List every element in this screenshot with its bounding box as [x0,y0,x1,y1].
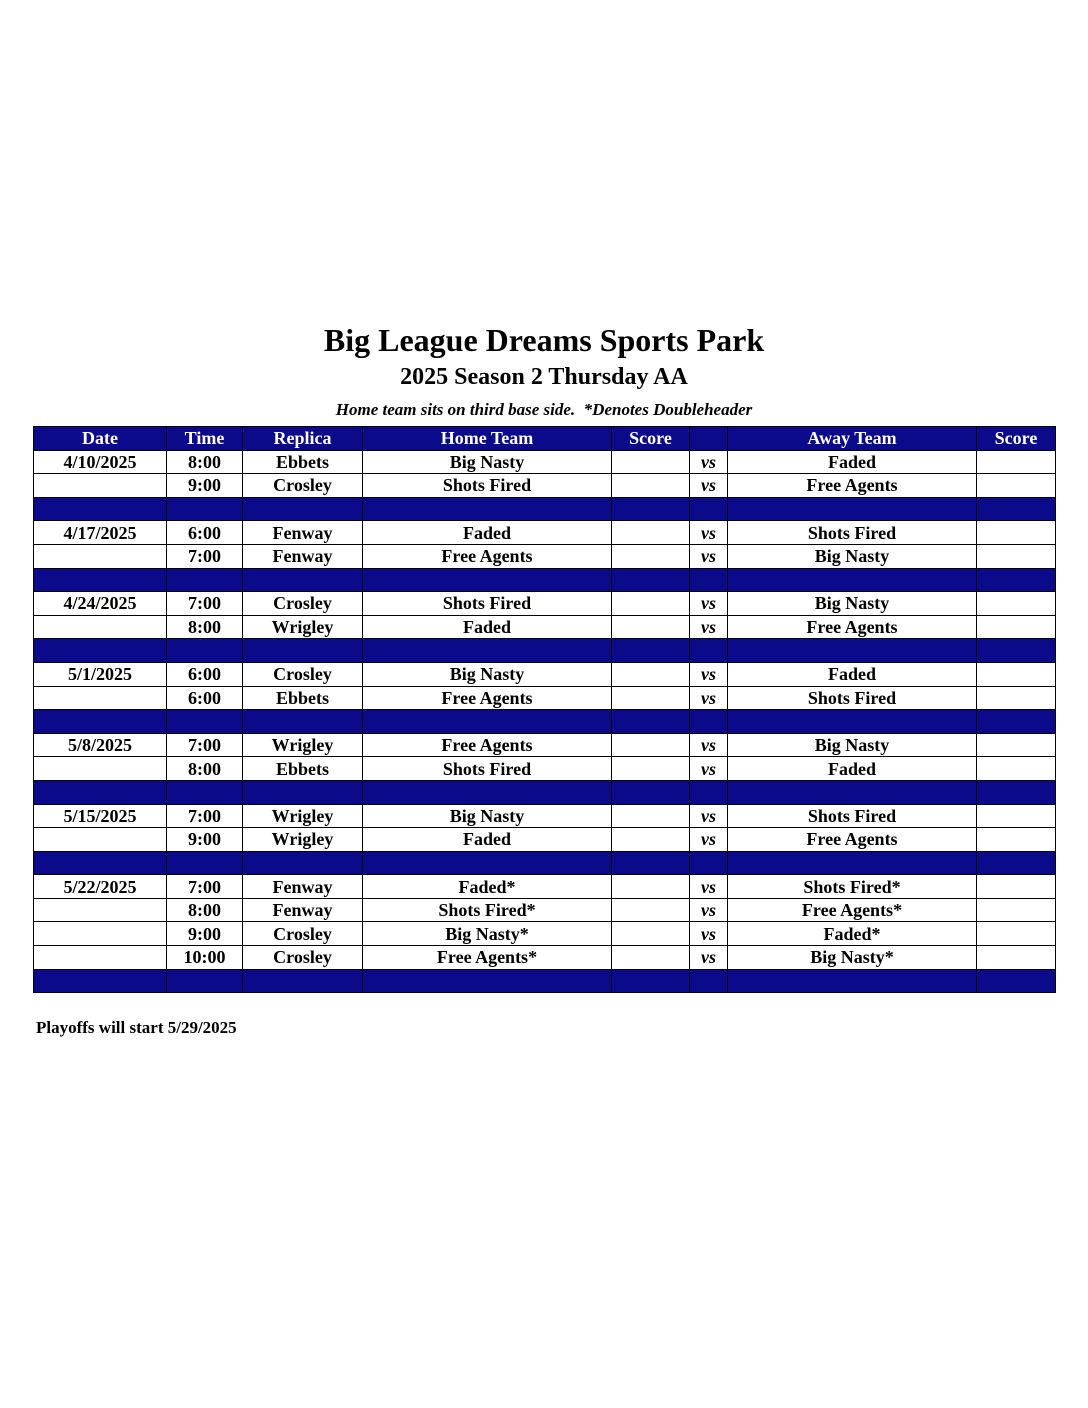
separator-cell [243,969,363,993]
vs-cell: vs [690,733,728,757]
separator-cell [977,639,1056,663]
date-cell: 4/17/2025 [34,521,167,545]
separator-cell [363,710,612,734]
replica-cell: Ebbets [243,450,363,474]
separator-cell [690,639,728,663]
time-cell: 10:00 [167,946,243,970]
away-score-cell [977,450,1056,474]
separator-cell [728,497,977,521]
separator-cell [977,497,1056,521]
separator-cell [167,710,243,734]
table-row [34,733,1056,757]
time-cell: 6:00 [167,521,243,545]
separator-cell [363,639,612,663]
separator-cell [167,568,243,592]
home-score-cell [612,898,690,922]
separator-cell [728,710,977,734]
table-row [34,757,1056,781]
separator-row [34,568,1056,592]
home-team-cell: Shots Fired [363,592,612,616]
home-team-cell: Big Nasty* [363,922,612,946]
home-team-cell: Free Agents* [363,946,612,970]
home-score-cell [612,946,690,970]
separator-cell [243,568,363,592]
vs-cell: vs [690,592,728,616]
table-row [34,804,1056,828]
separator-cell [612,780,690,804]
separator-cell [243,497,363,521]
away-score-cell [977,757,1056,781]
home-team-cell: Faded [363,521,612,545]
replica-cell: Wrigley [243,828,363,852]
column-header-vs [690,427,728,451]
column-header-replica: Replica [243,427,363,451]
time-cell: 8:00 [167,615,243,639]
replica-cell: Wrigley [243,615,363,639]
column-header-away-score: Score [977,427,1056,451]
vs-cell: vs [690,804,728,828]
replica-cell: Ebbets [243,757,363,781]
schedule-body [34,450,1056,993]
separator-cell [690,851,728,875]
away-score-cell [977,521,1056,545]
separator-cell [612,710,690,734]
separator-cell [977,710,1056,734]
separator-row [34,710,1056,734]
replica-cell: Fenway [243,875,363,899]
separator-cell [728,851,977,875]
time-cell: 9:00 [167,922,243,946]
column-header-time: Time [167,427,243,451]
home-score-cell [612,521,690,545]
schedule-table [33,426,1056,993]
vs-cell: vs [690,946,728,970]
home-team-cell: Big Nasty [363,662,612,686]
away-team-cell: Big Nasty [728,544,977,568]
separator-cell [690,497,728,521]
date-cell: 5/1/2025 [34,662,167,686]
away-team-cell: Faded [728,757,977,781]
away-score-cell [977,804,1056,828]
column-header-home-team: Home Team [363,427,612,451]
separator-cell [363,969,612,993]
time-cell: 7:00 [167,804,243,828]
date-cell: 4/10/2025 [34,450,167,474]
home-score-cell [612,733,690,757]
table-header-row [34,427,1056,451]
home-score-cell [612,757,690,781]
separator-cell [363,780,612,804]
separator-cell [34,639,167,663]
vs-cell: vs [690,615,728,639]
table-row [34,450,1056,474]
home-score-cell [612,474,690,498]
date-cell [34,922,167,946]
vs-cell: vs [690,544,728,568]
time-cell: 6:00 [167,662,243,686]
home-team-cell: Big Nasty [363,804,612,828]
vs-cell: vs [690,474,728,498]
away-team-cell: Big Nasty [728,592,977,616]
table-row [34,592,1056,616]
separator-cell [34,710,167,734]
away-score-cell [977,474,1056,498]
separator-cell [690,710,728,734]
separator-cell [363,851,612,875]
replica-cell: Crosley [243,922,363,946]
separator-cell [977,780,1056,804]
separator-cell [34,568,167,592]
away-team-cell: Faded [728,450,977,474]
replica-cell: Crosley [243,946,363,970]
playoffs-note: Playoffs will start 5/29/2025 [36,1018,237,1037]
separator-cell [243,851,363,875]
separator-cell [612,568,690,592]
separator-cell [612,497,690,521]
home-team-cell: Free Agents [363,733,612,757]
away-team-cell: Big Nasty [728,733,977,757]
separator-cell [728,780,977,804]
home-team-cell: Faded [363,615,612,639]
away-score-cell [977,733,1056,757]
time-cell: 8:00 [167,450,243,474]
separator-cell [612,639,690,663]
separator-cell [243,780,363,804]
separator-cell [167,639,243,663]
schedule-note: Home team sits on third base side. *Denotes Doubleheader [335,400,753,419]
separator-cell [363,497,612,521]
time-cell: 7:00 [167,544,243,568]
separator-cell [243,710,363,734]
separator-cell [690,780,728,804]
away-score-cell [977,662,1056,686]
replica-cell: Crosley [243,662,363,686]
table-row [34,521,1056,545]
separator-cell [363,568,612,592]
away-score-cell [977,875,1056,899]
home-score-cell [612,592,690,616]
table-row [34,828,1056,852]
date-cell: 5/8/2025 [34,733,167,757]
separator-row [34,780,1056,804]
separator-cell [728,639,977,663]
away-team-cell: Free Agents [728,474,977,498]
table-row [34,662,1056,686]
separator-cell [690,969,728,993]
vs-cell: vs [690,898,728,922]
replica-cell: Ebbets [243,686,363,710]
vs-cell: vs [690,875,728,899]
separator-cell [977,969,1056,993]
column-header-date: Date [34,427,167,451]
away-team-cell: Free Agents [728,615,977,639]
away-score-cell [977,828,1056,852]
time-cell: 6:00 [167,686,243,710]
home-team-cell: Shots Fired* [363,898,612,922]
time-cell: 7:00 [167,592,243,616]
separator-cell [167,780,243,804]
away-team-cell: Faded* [728,922,977,946]
date-cell [34,544,167,568]
separator-row [34,497,1056,521]
home-team-cell: Faded [363,828,612,852]
replica-cell: Fenway [243,521,363,545]
home-score-cell [612,662,690,686]
date-cell: 4/24/2025 [34,592,167,616]
vs-cell: vs [690,828,728,852]
home-team-cell: Shots Fired [363,474,612,498]
home-score-cell [612,804,690,828]
home-score-cell [612,450,690,474]
home-team-cell: Faded* [363,875,612,899]
vs-cell: vs [690,686,728,710]
table-row [34,615,1056,639]
home-score-cell [612,544,690,568]
date-cell [34,757,167,781]
away-team-cell: Big Nasty* [728,946,977,970]
away-team-cell: Faded [728,662,977,686]
table-row [34,946,1056,970]
date-cell: 5/15/2025 [34,804,167,828]
separator-cell [612,969,690,993]
replica-cell: Fenway [243,544,363,568]
table-row [34,898,1056,922]
separator-cell [243,639,363,663]
date-cell [34,946,167,970]
away-score-cell [977,922,1056,946]
away-score-cell [977,946,1056,970]
replica-cell: Fenway [243,898,363,922]
home-score-cell [612,922,690,946]
away-score-cell [977,615,1056,639]
vs-cell: vs [690,521,728,545]
home-score-cell [612,686,690,710]
time-cell: 9:00 [167,828,243,852]
date-cell [34,474,167,498]
separator-cell [728,969,977,993]
away-team-cell: Shots Fired* [728,875,977,899]
table-row [34,875,1056,899]
time-cell: 9:00 [167,474,243,498]
separator-cell [690,568,728,592]
column-header-away-team: Away Team [728,427,977,451]
date-cell [34,828,167,852]
away-team-cell: Shots Fired [728,804,977,828]
separator-row [34,969,1056,993]
home-team-cell: Big Nasty [363,450,612,474]
separator-cell [167,969,243,993]
page-title: Big League Dreams Sports Park [323,322,765,358]
separator-cell [728,568,977,592]
away-team-cell: Shots Fired [728,521,977,545]
vs-cell: vs [690,757,728,781]
date-cell [34,898,167,922]
time-cell: 8:00 [167,898,243,922]
table-row [34,686,1056,710]
date-cell: 5/22/2025 [34,875,167,899]
replica-cell: Wrigley [243,733,363,757]
time-cell: 7:00 [167,733,243,757]
away-team-cell: Shots Fired [728,686,977,710]
separator-cell [34,780,167,804]
table-row [34,474,1056,498]
home-team-cell: Shots Fired [363,757,612,781]
separator-cell [167,851,243,875]
home-score-cell [612,828,690,852]
date-cell [34,686,167,710]
separator-cell [167,497,243,521]
replica-cell: Crosley [243,592,363,616]
away-team-cell: Free Agents* [728,898,977,922]
separator-cell [977,851,1056,875]
column-header-home-score: Score [612,427,690,451]
vs-cell: vs [690,662,728,686]
separator-cell [34,851,167,875]
page-subtitle: 2025 Season 2 Thursday AA [400,364,688,390]
home-score-cell [612,615,690,639]
separator-cell [977,568,1056,592]
vs-cell: vs [690,450,728,474]
away-team-cell: Free Agents [728,828,977,852]
separator-cell [34,497,167,521]
away-score-cell [977,898,1056,922]
replica-cell: Crosley [243,474,363,498]
replica-cell: Wrigley [243,804,363,828]
date-cell [34,615,167,639]
home-team-cell: Free Agents [363,686,612,710]
separator-row [34,851,1056,875]
home-score-cell [612,875,690,899]
away-score-cell [977,544,1056,568]
separator-cell [34,969,167,993]
time-cell: 8:00 [167,757,243,781]
away-score-cell [977,686,1056,710]
separator-row [34,639,1056,663]
vs-cell: vs [690,922,728,946]
away-score-cell [977,592,1056,616]
separator-cell [612,851,690,875]
table-row [34,922,1056,946]
home-team-cell: Free Agents [363,544,612,568]
time-cell: 7:00 [167,875,243,899]
table-row [34,544,1056,568]
